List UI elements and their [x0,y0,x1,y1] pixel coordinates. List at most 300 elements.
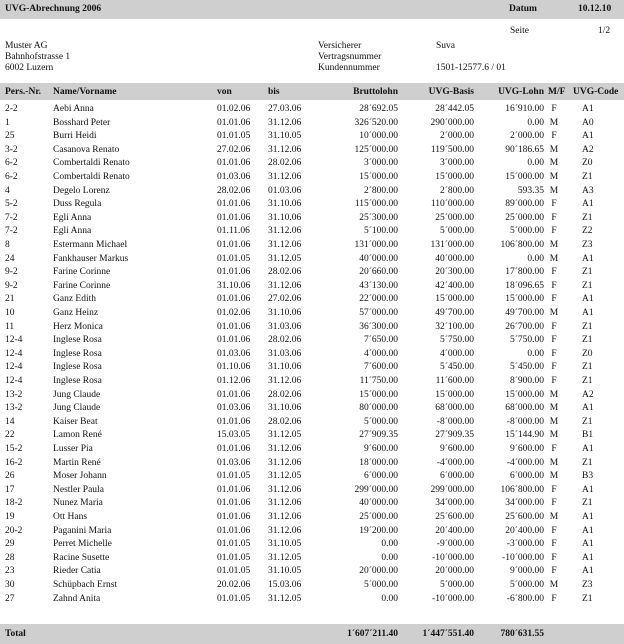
row-lohn: 9´600.00 [509,444,544,454]
row-nr: 9-2 [5,280,18,291]
row-lohn: 25´000.00 [505,212,544,223]
row-code: A1 [582,566,594,577]
row-mf: F [551,525,557,536]
row-lohn: 17´800.00 [505,267,544,278]
total-row [0,624,624,644]
row-mf: F [551,348,557,359]
table-row [0,307,624,319]
row-lohn: 90´186.65 [505,144,544,155]
row-name: Kaiser Beat [53,416,98,427]
row-von: 01.02.06 [217,308,251,318]
table-row [0,293,624,305]
row-von: 20.02.06 [217,580,251,590]
row-von: 01.01.05 [217,566,251,577]
row-brutto: 5´000.00 [363,580,398,590]
row-lohn: 593.35 [517,185,544,196]
row-name: Perret Michelle [53,539,112,550]
col-lohn: UVG-Lohn [498,87,544,97]
row-mf: F [551,539,557,550]
row-basis: 299´000.00 [430,484,474,495]
row-bis: 31.10.06 [268,308,302,318]
row-name: Paganini Maria [53,525,112,536]
row-mf: M [549,185,559,196]
row-lohn: 106´800.00 [500,240,544,250]
row-mf: F [551,566,557,577]
row-nr: 2-2 [5,104,18,114]
row-von: 01.01.06 [217,267,251,278]
table-row [0,538,624,550]
row-basis: 5´750.00 [439,335,474,346]
row-von: 01.01.05 [217,471,251,482]
row-bis: 31.12.06 [268,376,302,386]
row-mf: M [549,580,559,590]
row-code: B1 [582,430,594,441]
row-basis: 25´000.00 [435,212,474,223]
row-lohn: -10´000.00 [502,552,544,563]
versicherer-value: Suva [436,41,455,51]
row-von: 01.10.06 [217,362,251,373]
row-brutto: 0.00 [381,593,398,604]
row-name: Schüpbach Ernst [53,580,118,590]
table-row [0,389,624,401]
row-bis: 31.10.06 [268,403,302,414]
row-code: A1 [582,525,594,536]
table-row [0,497,624,509]
row-basis: 27´909.35 [435,430,474,441]
row-nr: 7-2 [5,212,18,223]
row-nr: 12-4 [5,362,23,373]
row-lohn: 15´000.00 [505,294,544,305]
table-row [0,416,624,428]
row-von: 01.01.05 [217,552,251,563]
row-brutto: 0.00 [381,539,398,550]
row-von: 01.01.06 [217,389,251,400]
row-lohn: 15´000.00 [505,389,544,400]
row-mf: M [549,144,559,155]
row-name: Moser Johann [53,471,107,482]
row-brutto: 326´520.00 [354,117,398,128]
row-basis: 2´000.00 [439,131,474,142]
row-brutto: 9´600.00 [363,444,398,454]
row-bis: 31.12.06 [268,512,302,522]
row-bis: 31.12.06 [268,172,302,182]
row-basis: -8´000.00 [436,416,474,427]
row-lohn: 9´000.00 [509,566,544,577]
report-title: UVG-Abrechnung 2006 [5,4,102,14]
company-city: 6002 Luzern [5,63,54,73]
row-code: A0 [582,117,594,128]
row-bis: 31.12.06 [268,226,302,237]
row-mf: F [551,362,557,373]
row-lohn: 18´096.65 [505,280,544,291]
row-bis: 31.12.06 [268,240,302,250]
row-brutto: 40´000.00 [359,498,398,509]
row-lohn: 34´000.00 [505,498,544,509]
row-basis: 5´000.00 [439,226,474,237]
row-brutto: 3´000.00 [363,158,398,169]
vertrag-label: Vertragsnummer [318,52,382,62]
table-row [0,525,624,537]
row-bis: 31.12.06 [268,144,302,155]
col-mf: M/F [548,87,566,97]
row-nr: 17 [5,484,15,495]
row-brutto: 4´000.00 [363,348,398,359]
row-von: 01.03.06 [217,172,251,182]
row-basis: -9´000.00 [436,539,474,550]
table-row [0,239,624,251]
row-lohn: 68´000.00 [505,403,544,414]
row-mf: M [549,308,559,318]
row-name: Aebi Anna [53,104,94,114]
row-bis: 31.12.06 [268,457,302,468]
row-bis: 31.10.06 [268,362,302,373]
row-lohn: 25´600.00 [505,512,544,522]
row-bis: 27.02.06 [268,294,302,305]
row-bis: 31.12.06 [268,498,302,509]
row-lohn: 0.00 [527,158,544,169]
row-code: Z1 [582,172,593,182]
row-mf: F [551,104,557,114]
row-von: 01.12.06 [217,376,251,386]
row-bis: 31.12.05 [268,471,302,482]
row-basis: 290´000.00 [430,117,474,128]
row-basis: 119´500.00 [430,144,474,155]
table-row [0,185,624,197]
row-von: 01.03.06 [217,457,251,468]
row-code: Z1 [582,457,593,468]
row-mf: F [551,321,557,332]
table-header [0,83,624,100]
row-nr: 28 [5,552,15,563]
seite-value: 1/2 [598,26,611,36]
row-lohn: 5´000.00 [509,580,544,590]
row-brutto: 20´000.00 [359,566,398,577]
row-nr: 10 [5,308,15,318]
row-brutto: 125´000.00 [354,144,398,155]
row-name: Egli Anna [53,226,92,237]
row-code: Z1 [582,280,593,291]
row-lohn: 20´400.00 [505,525,544,536]
company-street: Bahnhofstrasse 1 [5,52,71,62]
row-name: Racine Susette [53,552,110,563]
row-basis: 15´000.00 [435,294,474,305]
row-bis: 31.10.06 [268,199,302,210]
row-basis: 5´450.00 [439,362,474,373]
row-brutto: 2´800.00 [363,185,398,196]
row-brutto: 43´130.00 [359,280,398,291]
row-name: Ott Hans [53,512,88,522]
row-mf: F [551,552,557,563]
table-row [0,402,624,414]
kunden-value: 1501-12577.6 / 01 [436,63,506,73]
row-von: 01.03.06 [217,403,251,414]
row-code: A1 [582,484,594,495]
row-code: A1 [582,294,594,305]
row-name: Farine Corinne [53,280,111,291]
row-code: A2 [582,389,594,400]
col-code: UVG-Code [573,87,619,97]
row-von: 01.01.06 [217,416,251,427]
row-mf: F [551,267,557,278]
table-row [0,361,624,373]
row-bis: 15.03.06 [268,580,302,590]
row-von: 01.03.06 [217,348,251,359]
row-bis: 01.03.06 [268,185,302,196]
row-mf: M [549,471,559,482]
row-brutto: 6´000.00 [363,471,398,482]
row-lohn: 15´144.90 [505,430,544,441]
row-basis: 3´000.00 [439,158,474,169]
row-nr: 21 [5,294,15,305]
row-mf: M [549,457,559,468]
row-code: B3 [582,471,594,482]
row-bis: 31.12.06 [268,525,302,536]
row-code: Z1 [582,321,593,332]
row-mf: F [551,593,557,604]
row-code: Z1 [582,335,593,346]
row-nr: 9-2 [5,267,18,278]
row-nr: 5-2 [5,199,18,210]
row-lohn: -4´000.00 [506,457,544,468]
row-basis: 110´000.00 [430,199,474,210]
row-nr: 12-4 [5,335,23,346]
row-von: 01.02.06 [217,104,251,114]
row-nr: 3-2 [5,144,18,155]
row-lohn: 16´910.00 [505,104,544,114]
datum-label: Datum [509,4,537,14]
row-brutto: 25´300.00 [359,212,398,223]
row-basis: 9´600.00 [439,444,474,454]
row-lohn: -8´000.00 [506,416,544,427]
row-brutto: 5´100.00 [363,226,398,237]
row-mf: M [549,512,559,522]
row-bis: 31.12.05 [268,253,302,264]
row-lohn: 5´750.00 [509,335,544,346]
table-row [0,552,624,564]
row-bis: 28.02.06 [268,158,302,169]
row-bis: 31.12.06 [268,117,302,128]
row-nr: 13-2 [5,403,23,414]
row-mf: F [551,444,557,454]
row-nr: 30 [5,580,15,590]
row-nr: 18-2 [5,498,23,509]
row-code: A1 [582,552,594,563]
row-basis: 6´000.00 [439,471,474,482]
row-von: 31.10.06 [217,280,251,291]
row-nr: 29 [5,539,15,550]
table-row [0,348,624,360]
row-name: Duss Regula [53,199,102,210]
row-code: A1 [582,253,594,264]
row-name: Casanova Renato [53,144,120,155]
row-mf: M [549,416,559,427]
row-brutto: 5´000.00 [363,416,398,427]
table-row [0,375,624,387]
row-nr: 8 [5,240,10,250]
row-lohn: 0.00 [527,253,544,264]
row-brutto: 19´200.00 [359,525,398,536]
row-code: A1 [582,539,594,550]
row-basis: -4´000.00 [436,457,474,468]
row-brutto: 7´650.00 [363,335,398,346]
row-von: 01.01.05 [217,131,251,142]
row-code: Z3 [582,240,593,250]
row-basis: 40´000.00 [435,253,474,264]
table-row [0,579,624,591]
table-row [0,117,624,129]
row-von: 01.01.06 [217,212,251,223]
row-lohn: 15´000.00 [505,172,544,182]
row-lohn: -3´000.00 [506,539,544,550]
row-mf: M [549,389,559,400]
row-nr: 6-2 [5,158,18,169]
row-code: A1 [582,131,594,142]
row-mf: F [551,212,557,223]
row-code: Z0 [582,348,593,359]
table-row [0,103,624,115]
row-nr: 22 [5,430,15,441]
total-label: Total [5,629,26,639]
row-brutto: 7´600.00 [363,362,398,373]
row-brutto: 0.00 [381,552,398,563]
row-mf: F [551,335,557,346]
row-lohn: 6´000.00 [509,471,544,482]
table-row [0,225,624,237]
row-lohn: 2´000.00 [509,131,544,142]
row-bis: 31.03.06 [268,321,302,332]
table-row [0,429,624,441]
row-name: Inglese Rosa [53,335,102,346]
row-bis: 31.12.06 [268,444,302,454]
row-basis: 15´000.00 [435,172,474,182]
row-basis: 15´000.00 [435,389,474,400]
row-nr: 4 [5,185,10,196]
row-nr: 27 [5,593,15,604]
row-basis: 34´000.00 [435,498,474,509]
row-mf: M [549,117,559,128]
row-code: Z3 [582,580,593,590]
row-nr: 23 [5,566,15,577]
row-von: 27.02.06 [217,144,251,155]
row-nr: 16-2 [5,457,23,468]
total-brutto: 1´607´211.40 [347,629,398,639]
row-nr: 1 [5,117,10,128]
row-basis: 5´000.00 [439,580,474,590]
row-name: Fankhauser Markus [53,253,129,264]
row-name: Bosshard Peter [53,117,111,128]
row-mf: F [551,294,557,305]
row-brutto: 11´750.00 [359,376,398,386]
row-name: Herz Monica [53,321,103,332]
row-basis: -10´000.00 [432,593,474,604]
table-row [0,171,624,183]
row-mf: M [549,240,559,250]
row-code: A1 [582,444,594,454]
row-bis: 27.03.06 [268,104,302,114]
col-name: Name/Vorname [53,87,117,97]
row-brutto: 25´000.00 [359,512,398,522]
row-basis: 2´800.00 [439,185,474,196]
row-lohn: 89´000.00 [505,199,544,210]
row-basis: 20´000.00 [435,566,474,577]
row-lohn: -6´800.00 [506,593,544,604]
row-von: 01.01.06 [217,117,251,128]
row-von: 01.01.06 [217,512,251,522]
row-bis: 31.12.06 [268,280,302,291]
row-basis: 11´600.00 [435,376,474,386]
seite-label: Seite [510,26,529,36]
row-von: 28.02.06 [217,185,251,196]
row-code: Z1 [582,376,593,386]
row-von: 01.01.05 [217,539,251,550]
row-mf: F [551,131,557,142]
row-nr: 13-2 [5,389,23,400]
table-row [0,130,624,142]
row-code: A1 [582,403,594,414]
row-basis: 20´300.00 [435,267,474,278]
row-brutto: 15´000.00 [359,172,398,182]
row-lohn: 49´700.00 [505,308,544,318]
table-row [0,334,624,346]
table-row [0,565,624,577]
row-basis: -10´000.00 [432,552,474,563]
table-row [0,593,624,605]
row-name: Nunez Maria [53,498,103,509]
kunden-label: Kundennummer [318,63,380,73]
row-brutto: 18´000.00 [359,457,398,468]
row-lohn: 8´900.00 [509,376,544,386]
row-basis: 42´400.00 [435,280,474,291]
row-name: Martin René [53,457,101,468]
row-basis: 32´100.00 [435,321,474,332]
row-name: Inglese Rosa [53,348,102,359]
row-von: 01.01.06 [217,294,251,305]
row-bis: 28.02.06 [268,416,302,427]
row-von: 01.01.06 [217,240,251,250]
row-von: 01.01.06 [217,484,251,495]
row-bis: 28.02.06 [268,335,302,346]
row-von: 01.01.06 [217,335,251,346]
row-brutto: 131´000.00 [354,240,398,250]
row-bis: 28.02.06 [268,389,302,400]
col-von: von [217,87,232,97]
row-nr: 25 [5,131,15,142]
row-name: Degelo Lorenz [53,185,110,196]
row-name: Jung Claude [53,403,101,414]
row-name: Lamon René [53,430,102,441]
row-bis: 31.12.05 [268,552,302,563]
row-bis: 31.10.06 [268,212,302,223]
row-name: Nestler Paula [53,484,104,495]
row-name: Jung Claude [53,389,101,400]
row-nr: 26 [5,471,15,482]
row-lohn: 5´000.00 [509,226,544,237]
row-von: 01.01.06 [217,525,251,536]
row-name: Rieder Catia [53,566,101,577]
row-name: Ganz Heinz [53,308,99,318]
row-nr: 12-4 [5,348,23,359]
row-von: 01.11.06 [217,226,250,237]
row-name: Inglese Rosa [53,362,102,373]
table-row [0,484,624,496]
row-brutto: 299´000.00 [354,484,398,495]
row-brutto: 80´000.00 [359,403,398,414]
row-code: A1 [582,199,594,210]
row-nr: 7-2 [5,226,18,237]
row-nr: 19 [5,512,15,522]
row-von: 01.01.06 [217,444,251,454]
row-name: Ganz Edith [53,294,97,305]
